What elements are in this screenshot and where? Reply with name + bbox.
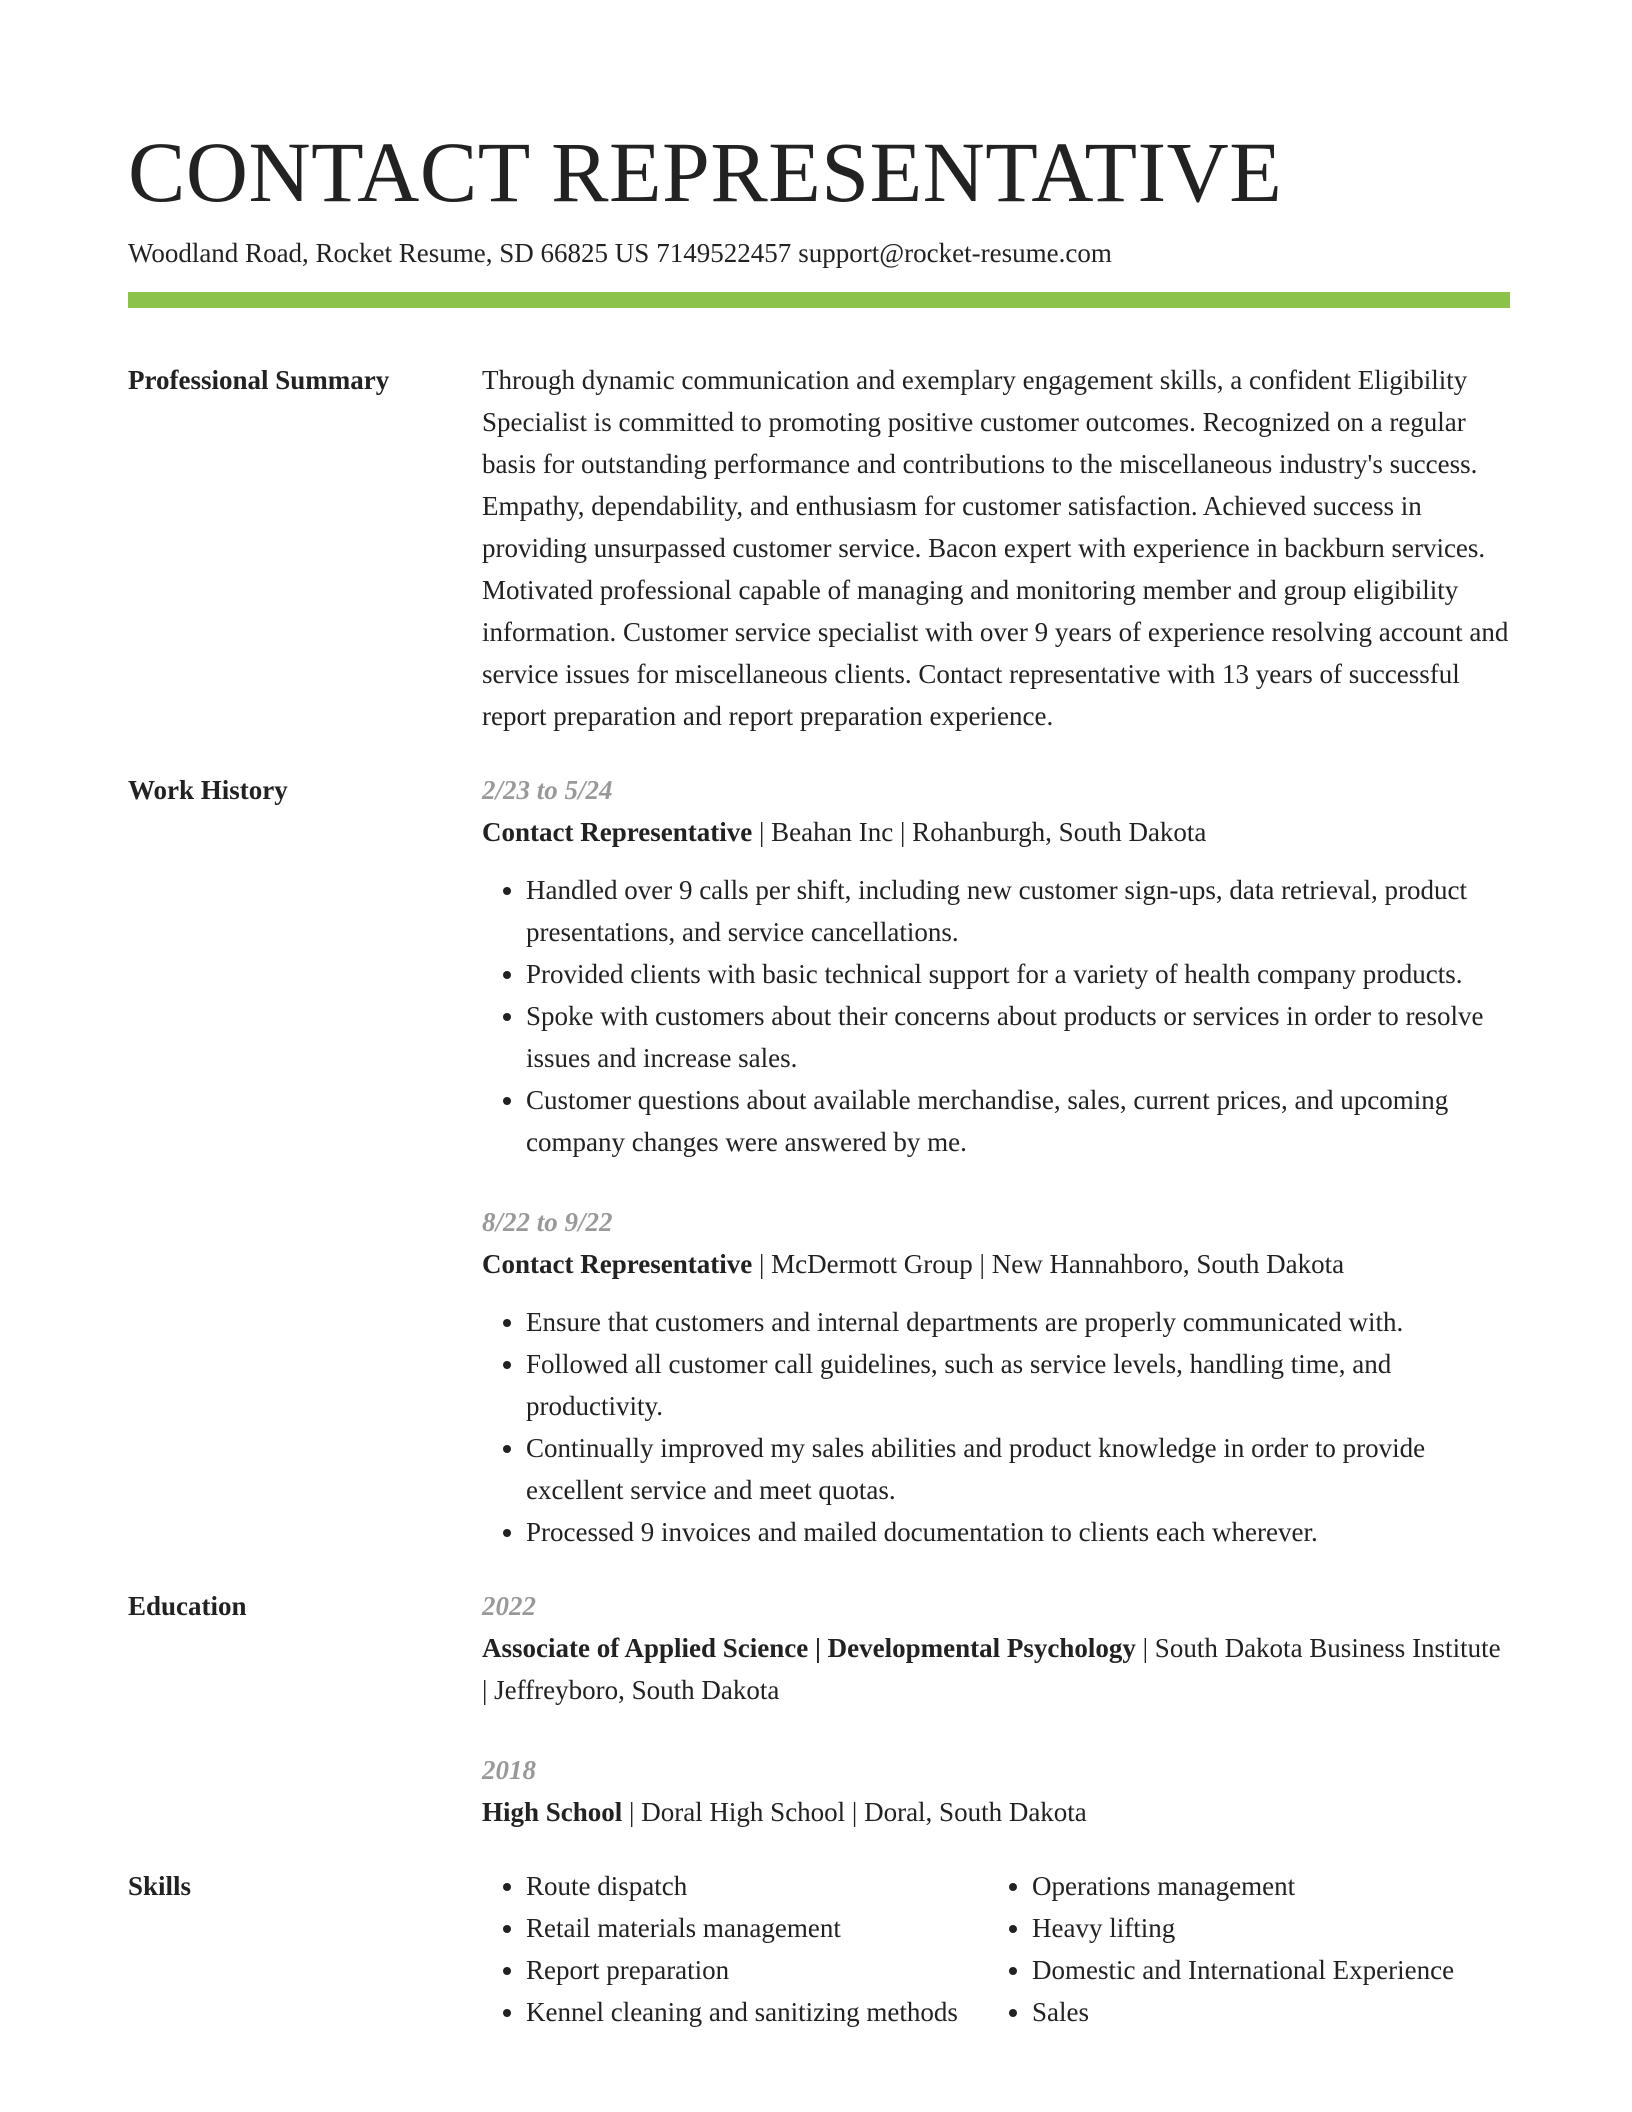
header-divider bbox=[128, 292, 1510, 308]
contact-address: Woodland Road, Rocket Resume, SD 66825 US bbox=[128, 238, 650, 268]
skills-grid bbox=[482, 1865, 1510, 2033]
education-year: 2018 bbox=[482, 1755, 536, 1785]
education-body bbox=[482, 1585, 1510, 1833]
job-bullets bbox=[482, 869, 1510, 1163]
job-bullet: • Ensure that customers and internal departments are properly communicated with. bbox=[526, 1301, 1510, 1343]
resume-page bbox=[128, 0, 1510, 2033]
education-details: | Doral High School | Doral, South Dakota bbox=[622, 1797, 1087, 1827]
job-title: Contact Representative bbox=[482, 817, 753, 847]
skill-item: • Retail materials management bbox=[526, 1907, 988, 1949]
summary-heading: Professional Summary bbox=[128, 365, 390, 395]
job-entry bbox=[482, 1201, 1510, 1553]
skills-column-2 bbox=[988, 1865, 1454, 2033]
contact-phone: 7149522457 bbox=[656, 238, 792, 268]
education-year: 2022 bbox=[482, 1591, 536, 1621]
job-bullet: • Continually improved my sales abilities and product knowledge in order to provide excellent service and meet quotas. bbox=[526, 1427, 1510, 1511]
education-line bbox=[482, 1627, 1510, 1711]
job-bullet: • Handled over 9 calls per shift, including new customer sign-ups, data retrieval, product presentations, and service cancellations. bbox=[526, 869, 1510, 953]
skills-heading: Skills bbox=[128, 1871, 192, 1901]
education-line bbox=[482, 1791, 1510, 1833]
education-degree: High School bbox=[482, 1797, 623, 1827]
education-heading: Education bbox=[128, 1591, 247, 1621]
job-title: Contact Representative bbox=[482, 1249, 753, 1279]
skills-column-1 bbox=[482, 1865, 988, 2033]
job-details: | Beahan Inc | Rohanburgh, South Dakota bbox=[752, 817, 1207, 847]
education-entry bbox=[482, 1749, 1510, 1833]
job-details: | McDermott Group | New Hannahboro, South Dakota bbox=[752, 1249, 1345, 1279]
skills-body bbox=[482, 1865, 1510, 2033]
skill-item: • Heavy lifting bbox=[1032, 1907, 1454, 1949]
summary-text: Through dynamic communication and exemplary engagement skills, a confident Eligibility Specialist is committed to promoting positive customer outcomes. Recognized on a regular basis for outstanding performance and contributions to the miscellaneous industry's success. Empathy, dependability, and enthusiasm for customer satisfaction. Achieved success in providing unsurpassed customer service. Bacon expert with experience in backburn services. Motivated professional capable of managing and monitoring member and group eligibility information. Customer service specialist with over 9 years of experience resolving account and service issues for miscellaneous clients. Contact representative with 13 years of successful report preparation and report preparation experience. bbox=[482, 365, 1509, 731]
job-dates: 2/23 to 5/24 bbox=[482, 775, 613, 805]
skill-item: • Kennel cleaning and sanitizing methods bbox=[526, 1991, 988, 2033]
resume-name: CONTACT REPRESENTATIVE bbox=[128, 124, 1283, 220]
education-section bbox=[128, 1585, 1510, 1833]
skill-item: • Domestic and International Experience bbox=[1032, 1949, 1454, 1991]
skills-section bbox=[128, 1865, 1510, 2033]
skill-item: • Sales bbox=[1032, 1991, 1454, 2033]
work-history-heading: Work History bbox=[128, 775, 288, 805]
education-details: | South Dakota Business Institute | Jeffreyboro, South Dakota bbox=[482, 1633, 1501, 1705]
job-entry bbox=[482, 769, 1510, 1163]
job-bullet: • Processed 9 invoices and mailed documentation to clients each wherever. bbox=[526, 1511, 1510, 1553]
work-history-section bbox=[128, 769, 1510, 1553]
contact-email: support@rocket-resume.com bbox=[798, 238, 1112, 268]
job-bullet: • Customer questions about available merchandise, sales, current prices, and upcoming company changes were answered by me. bbox=[526, 1079, 1510, 1163]
education-degree: Associate of Applied Science | Developmental Psychology bbox=[482, 1633, 1136, 1663]
job-bullet: • Provided clients with basic technical support for a variety of health company products. bbox=[526, 953, 1510, 995]
job-bullet: • Followed all customer call guidelines, such as service levels, handling time, and productivity. bbox=[526, 1343, 1510, 1427]
education-entry bbox=[482, 1585, 1510, 1711]
skill-item: • Operations management bbox=[1032, 1865, 1454, 1907]
job-bullets bbox=[482, 1301, 1510, 1553]
summary-body bbox=[482, 359, 1510, 737]
skill-item: • Route dispatch bbox=[526, 1865, 988, 1907]
job-bullet: • Spoke with customers about their concerns about products or services in order to resolve issues and increase sales. bbox=[526, 995, 1510, 1079]
contact-line bbox=[128, 236, 1510, 270]
job-dates: 8/22 to 9/22 bbox=[482, 1207, 613, 1237]
job-title-line bbox=[482, 1243, 1510, 1285]
work-history-body bbox=[482, 769, 1510, 1553]
skill-item: • Report preparation bbox=[526, 1949, 988, 1991]
job-title-line bbox=[482, 811, 1510, 853]
summary-section bbox=[128, 359, 1510, 737]
